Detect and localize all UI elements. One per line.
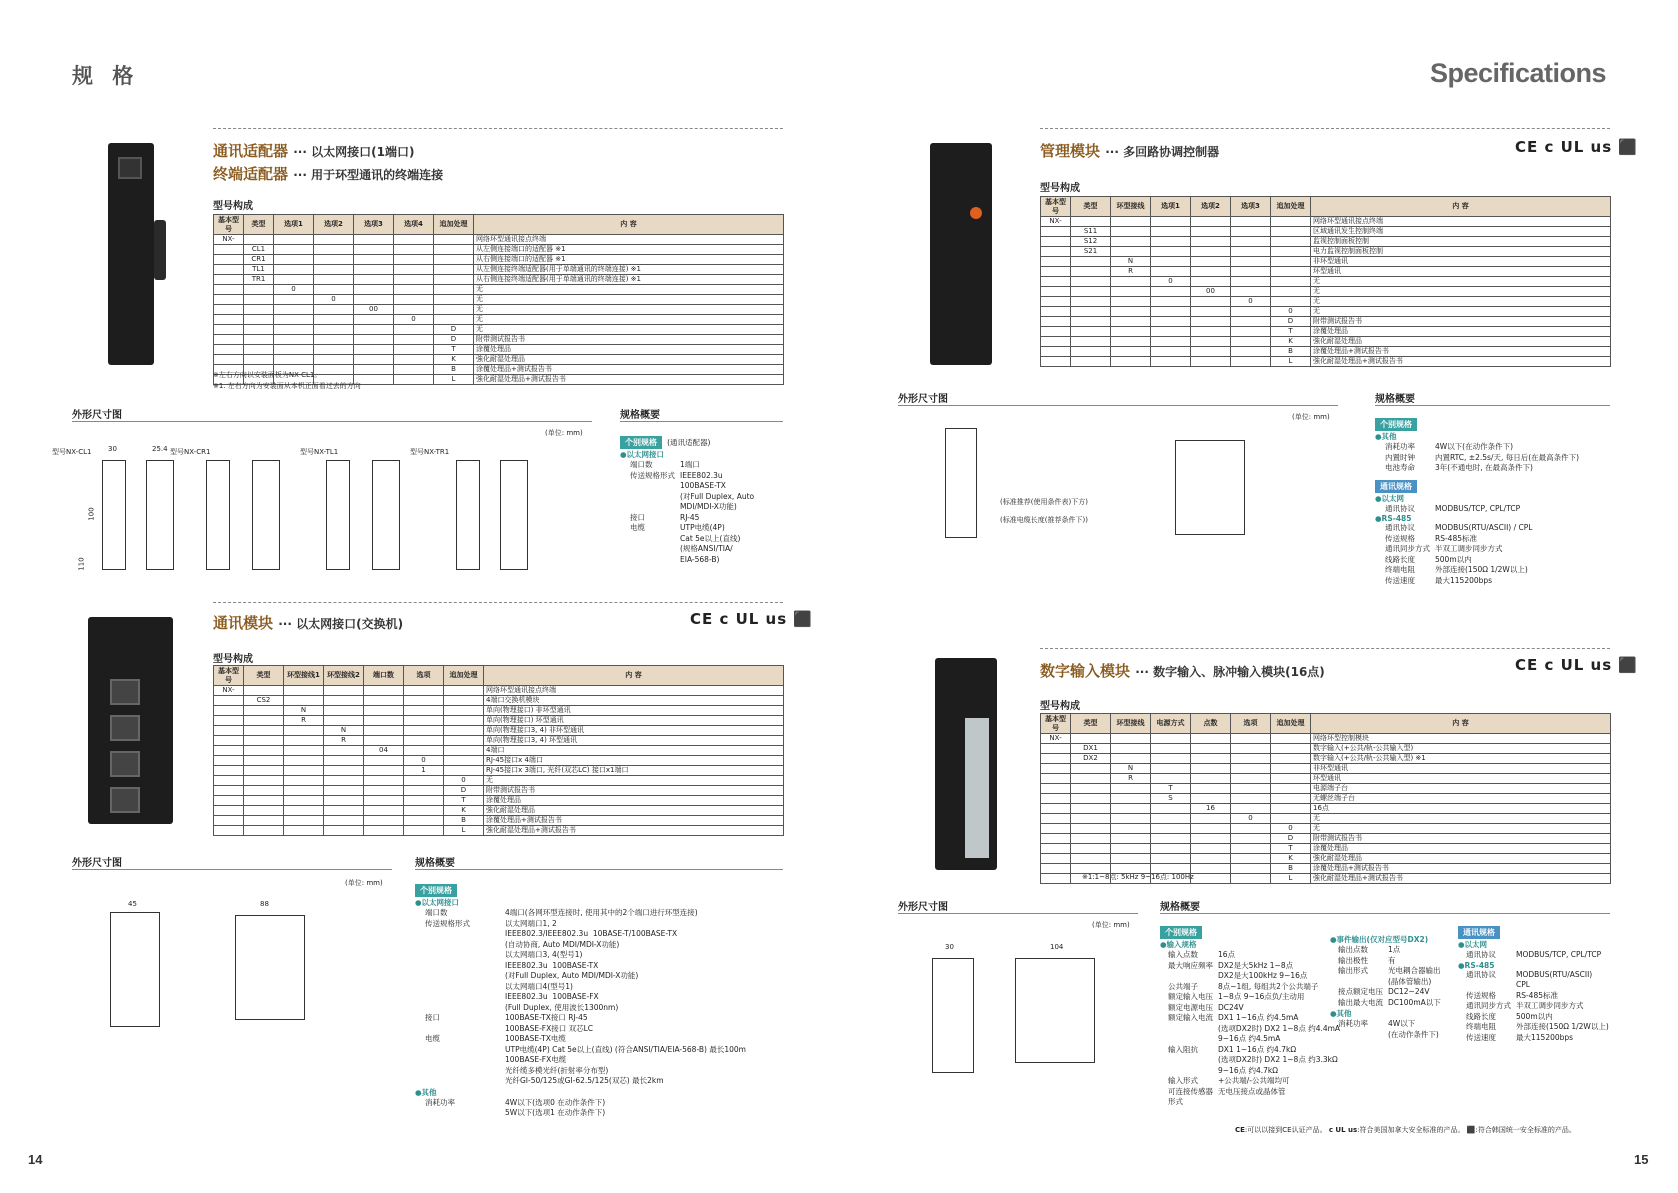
divider bbox=[72, 869, 392, 870]
dim-front bbox=[326, 460, 350, 570]
ul-mark-icon: c UL us bbox=[1328, 1126, 1358, 1134]
dim-value: 25.4 bbox=[152, 445, 168, 453]
spec-block-output: ●事件输出(仅对应型号DX2) 输出点数 1点 输出极性 有 输出形式 光电耦合器输出 (晶体管输出) 接点额定电压 DC12~24V 输出最大电流 DC100mA以下 ●其他 消耗功率 4W以下 (在动作条件下) bbox=[1330, 935, 1441, 1039]
unit-note: (单位: mm) bbox=[345, 879, 383, 887]
callout: (标准电缆长度(推荐条件下)) bbox=[1000, 516, 1088, 524]
rj45-port-icon bbox=[110, 679, 140, 705]
section-title-2: 终端适配器 ··· 用于环型通讯的终端连接 bbox=[213, 165, 444, 183]
page-number-right: 15 bbox=[1634, 1152, 1649, 1167]
section-title: 数字输入模块 ··· 数字输入、脉冲输入模块(16点) bbox=[1040, 662, 1325, 680]
unit-note: (单位: mm) bbox=[545, 429, 583, 437]
page-header-left: 规 格 bbox=[72, 64, 140, 88]
dim-value: 45 bbox=[128, 900, 137, 908]
management-module-photo bbox=[930, 143, 992, 365]
structure-label: 型号构成 bbox=[213, 201, 253, 212]
dim-front bbox=[110, 912, 160, 1027]
dial-icon bbox=[970, 207, 982, 219]
digital-input-module-photo bbox=[935, 658, 997, 870]
dim-front bbox=[102, 460, 126, 570]
spec-block: 个别规格 ●以太网接口 端口数 4端口(各网环型连接时, 使用其中的2个端口进行环型连接) 传送规格形式 以太网端口1, 2 IEEE802.3/IEEE802.3u 10BASE-T/100BASE-TX (自动协商, Auto MDI/MDI-X功能) 以太网端口3, 4(型号1) IEEE802.3u 100BASE-TX (对Full Duplex, Auto MDI/MDI-X功能) 以太网端口4(型号1) IEEE802.3u 100BASE-FX (Full Duplex, 使用波长1300nm) 接口 100BASE-TX接口 RJ-45 100BASE-FX接口 双芯LC 电缆 100BASE-TX电缆 UTP电缆(4P) Cat 5e以上(直线) (符合ANSI/TIA/EIA-568-B) 最长100m 100BASE-FX电缆 光纤缆多模光纤(折射率分布型) 光纤GI-50/125或GI-62.5/125(双芯) 最长2km ●其他 消耗功率 4W以下(选项0 在动作条件下) 5W以下(选项1 在动作条件下) bbox=[415, 886, 746, 1117]
kc-mark-icon: ⬛ bbox=[1466, 1126, 1476, 1134]
section-title: 管理模块 ··· 多回路协调控制器 bbox=[1040, 142, 1220, 160]
dim-value: 110 bbox=[77, 557, 86, 571]
model-label: 型号NX-TR1 bbox=[410, 448, 450, 456]
dims-label: 外形尺寸图 bbox=[898, 394, 948, 405]
rj45-port-icon bbox=[118, 157, 142, 179]
model-table-2: 基本型号 类型 环型接线1 环型接线2 端口数 选项 追加处理 内 容 NX- 网络环型通讯接点终端 CS2 4端口交换机模块 N 单向(物理接口) 非环型通讯 R 单向(物理接口) 环型通讯 N 单向(物理接口3, 4) 非环型通讯 R 单向(物理接口3, 4) 环型通讯 04 4端口 0 RJ-45接口x 4端口 1 RJ-45接口x 3端口, 光纤(双芯LC) 接口x1端口 0 无 D 附带测试报告书 T 涂覆处理品 K 強化耐湿处理品 B 涂覆处理品+测试报告书 L 強化耐湿处理品+测试报告书 bbox=[213, 665, 784, 836]
dims-label: 外形尺寸图 bbox=[898, 902, 948, 913]
spec-tag: 通讯规格 bbox=[1375, 480, 1417, 493]
page-header-right: Specifications bbox=[1429, 58, 1606, 88]
overview-label: 规格概要 bbox=[620, 410, 660, 421]
callout: (标准推荐(使用条件表)下方) bbox=[1000, 498, 1088, 506]
divider bbox=[620, 421, 783, 422]
note: ※左右方向以安装面板为NX-CL1。 bbox=[213, 371, 322, 379]
divider bbox=[1160, 913, 1610, 914]
overview-label: 规格概要 bbox=[415, 858, 455, 869]
divider bbox=[415, 869, 783, 870]
rj45-port-icon bbox=[110, 715, 140, 741]
cert-marks: CE c UL us ⬛ bbox=[690, 610, 814, 628]
divider bbox=[898, 913, 1138, 914]
dims-label: 外形尺寸图 bbox=[72, 858, 122, 869]
cert-marks: CE c UL us ⬛ bbox=[1515, 656, 1639, 674]
model-table-4: 基本型号 类型 环型接线 电源方式 点数 选项 追加处理 内 容 NX- 网络环型控制模块 DX1 数字输入(+公共/轨-公共输入型) DX2 数字输入(+公共/轨-公共输入型) ※1 N 非环型通讯 R 环型通讯 T 电源端子台 S 无螺丝端子台 16 16点 0 无 0 无 D 附带测试报告书 T 涂覆处理品 K 強化耐湿处理品 B 涂覆处理品+测试报告书 L 強化耐湿处理品+测试报告书 bbox=[1040, 713, 1611, 884]
unit-note: (单位: mm) bbox=[1092, 921, 1130, 929]
structure-label: 型号构成 bbox=[1040, 183, 1080, 194]
section-title: 通讯适配器 ··· 以太网接口(1端口) bbox=[213, 142, 415, 160]
model-label: 型号NX-CR1 bbox=[170, 448, 211, 456]
structure-label: 型号构成 bbox=[213, 654, 253, 665]
model-label: 型号NX-TL1 bbox=[300, 448, 339, 456]
divider bbox=[1040, 128, 1610, 129]
spec-tag: 通讯规格 bbox=[1458, 926, 1500, 939]
dim-value: 30 bbox=[945, 943, 954, 951]
dims-label: 外形尺寸图 bbox=[72, 410, 122, 421]
divider bbox=[213, 602, 783, 603]
spec-block-comm: 通讯规格 ●以太网 通讯协议 MODBUS/TCP, CPL/TCP ●RS-485 通讯协议 MODBUS(RTU/ASCII) CPL 传送规格 RS-485标准 通讯同步方式 半双工调步同步方式 线路长度 500m以内 终端电阻 外部连接(150Ω 1/2W以上) 传送速度 最大115200bps bbox=[1458, 928, 1609, 1042]
ce-mark-icon: CE bbox=[1235, 1126, 1245, 1134]
dim-front bbox=[206, 460, 230, 570]
spec-tag: 个别规格 bbox=[1160, 926, 1202, 939]
terminal-block bbox=[965, 718, 989, 858]
switch-module-photo bbox=[88, 617, 173, 824]
spec-block: 个别规格 ●其他 消耗功率 4W以下(在动作条件下) 内置时钟 内置RTC, ±2.5s/天, 每日后(在最高条件下) 电池寿命 3年(不通电时, 在最高条件下) 通讯规格 ●以太网 通讯协议 MODBUS/TCP, CPL/TCP ●RS-485 通讯协议 MODBUS(RTU/ASCII) / CPL 传送规格 RS-485标准 通讯同步方式 半双工调步同步方式 线路长度 500m以内 终端电阻 外部连接(150Ω 1/2W以上) 传送速度 最大115200bps bbox=[1375, 420, 1580, 585]
dim-side bbox=[1015, 958, 1095, 1063]
adapter-clip bbox=[154, 220, 166, 280]
overview-label: 规格概要 bbox=[1375, 394, 1415, 405]
cert-marks: CE c UL us ⬛ bbox=[1515, 138, 1639, 156]
page-number-left: 14 bbox=[28, 1152, 43, 1167]
dim-side bbox=[235, 915, 305, 1020]
dim-side bbox=[500, 460, 528, 570]
rj45-port-icon bbox=[110, 751, 140, 777]
spec-tag: 个别规格 bbox=[415, 884, 457, 897]
spec-block-input: 个别规格 ●输入规格 输入点数 16点 最大响应频率 DX2是大5kHz 1~8点 DX2是大100kHz 9~16点 公共端子 8点~1组, 每组共2个公共端子 额定输入电压 1~8点 9~16点负/主动用 额定电源电压 DC24V 额定输入电流 DX1 1~16点 约4.5mA (选项DX2时) DX2 1~8点 约4.4mA 9~16点 约4.5mA 输入阻抗 DX1 1~16点 约4.7kΩ (选项DX2时) DX2 1~8点 约3.3kΩ 9~16点 约4.7kΩ 输入形式 +公共端/-公共端均可 可连接传感器形式 无电压接点或晶体管 bbox=[1160, 928, 1341, 1106]
dim-value: 104 bbox=[1050, 943, 1064, 951]
structure-label: 型号构成 bbox=[1040, 701, 1080, 712]
dim-value: 100 bbox=[87, 507, 96, 521]
spec-block: 个别规格 (通讯适配器) ●以太网接口 端口数 1端口 传送规格形式 IEEE802.3u 100BASE-TX (对Full Duplex, Auto MDI/MDI-X功能) 接口 RJ-45 电缆 UTP电缆(4P) Cat 5e以上(直线) (规格ANSI/TIA/ EIA-568-B) bbox=[620, 438, 755, 564]
cert-legend: CE:可以以接到CE认证产品。 c UL us:符合美国加拿大安全标准的产品。 ⬛:符合韩国统一安全标准的产品。 bbox=[1235, 1126, 1576, 1134]
dim-front bbox=[932, 958, 974, 1073]
spec-tag: 个别规格 bbox=[1375, 418, 1417, 431]
dim-side bbox=[372, 460, 400, 570]
dim-value: 88 bbox=[260, 900, 269, 908]
dim-value: 30 bbox=[108, 445, 117, 453]
section-title: 通讯模块 ··· 以太网接口(交换机) bbox=[213, 614, 404, 632]
dim-side bbox=[252, 460, 280, 570]
overview-label: 规格概要 bbox=[1160, 902, 1200, 913]
divider bbox=[898, 405, 1338, 406]
dim-front bbox=[456, 460, 480, 570]
dim-side bbox=[146, 460, 174, 570]
dim-front bbox=[945, 428, 977, 538]
adapter-photo bbox=[108, 143, 154, 365]
unit-note: (单位: mm) bbox=[1292, 413, 1330, 421]
rj45-port-icon bbox=[110, 787, 140, 813]
note: ※1:1~8点: 5kHz 9~16点: 100Hz bbox=[1082, 873, 1194, 881]
divider bbox=[72, 421, 592, 422]
divider bbox=[1040, 648, 1610, 649]
divider bbox=[213, 128, 783, 129]
dim-side bbox=[1175, 440, 1245, 535]
divider bbox=[1375, 405, 1610, 406]
spec-tag: 个别规格 bbox=[620, 436, 662, 449]
model-table-1: 基本型号 类型 选项1 选项2 选项3 选项4 追加处理 内 容 NX- 网络环型通讯接点终端 CL1 从左侧连接端口的适配器 ※1 CR1 从右侧连接端口的适配器 ※1 TL1 从左侧连接终端适配器(用于单端通讯的终端连接) ※1 TR1 从右侧连接终端适配器(用于单端通讯的终端连接) ※1 0 无 0 无 00 无 0 无 D 无 D 附带测试报告书 T 涂覆处理品 K 強化耐湿处理品 B 涂覆处理品+测试报告书 L 強化耐湿处理品+测试报告书 bbox=[213, 214, 784, 385]
note: ※1. 左右方向为安装面从本机正面看过去的方向 bbox=[213, 382, 361, 390]
model-table-3: 基本型号 类型 环型接线 选项1 选项2 选项3 追加处理 内 容 NX- 网络环型通讯接点终端 S11 区域通讯发生控制终端 S12 监视控制面板控制 S21 电力监视控制面板控制 N 非环型通讯 R 环型通讯 0 无 00 无 0 无 0 无 D 附带测试报告书 T 涂覆处理品 K 強化耐湿处理品 B 涂覆处理品+测试报告书 L 強化耐湿处理品+测试报告书 bbox=[1040, 196, 1611, 367]
model-label: 型号NX-CL1 bbox=[52, 448, 92, 456]
